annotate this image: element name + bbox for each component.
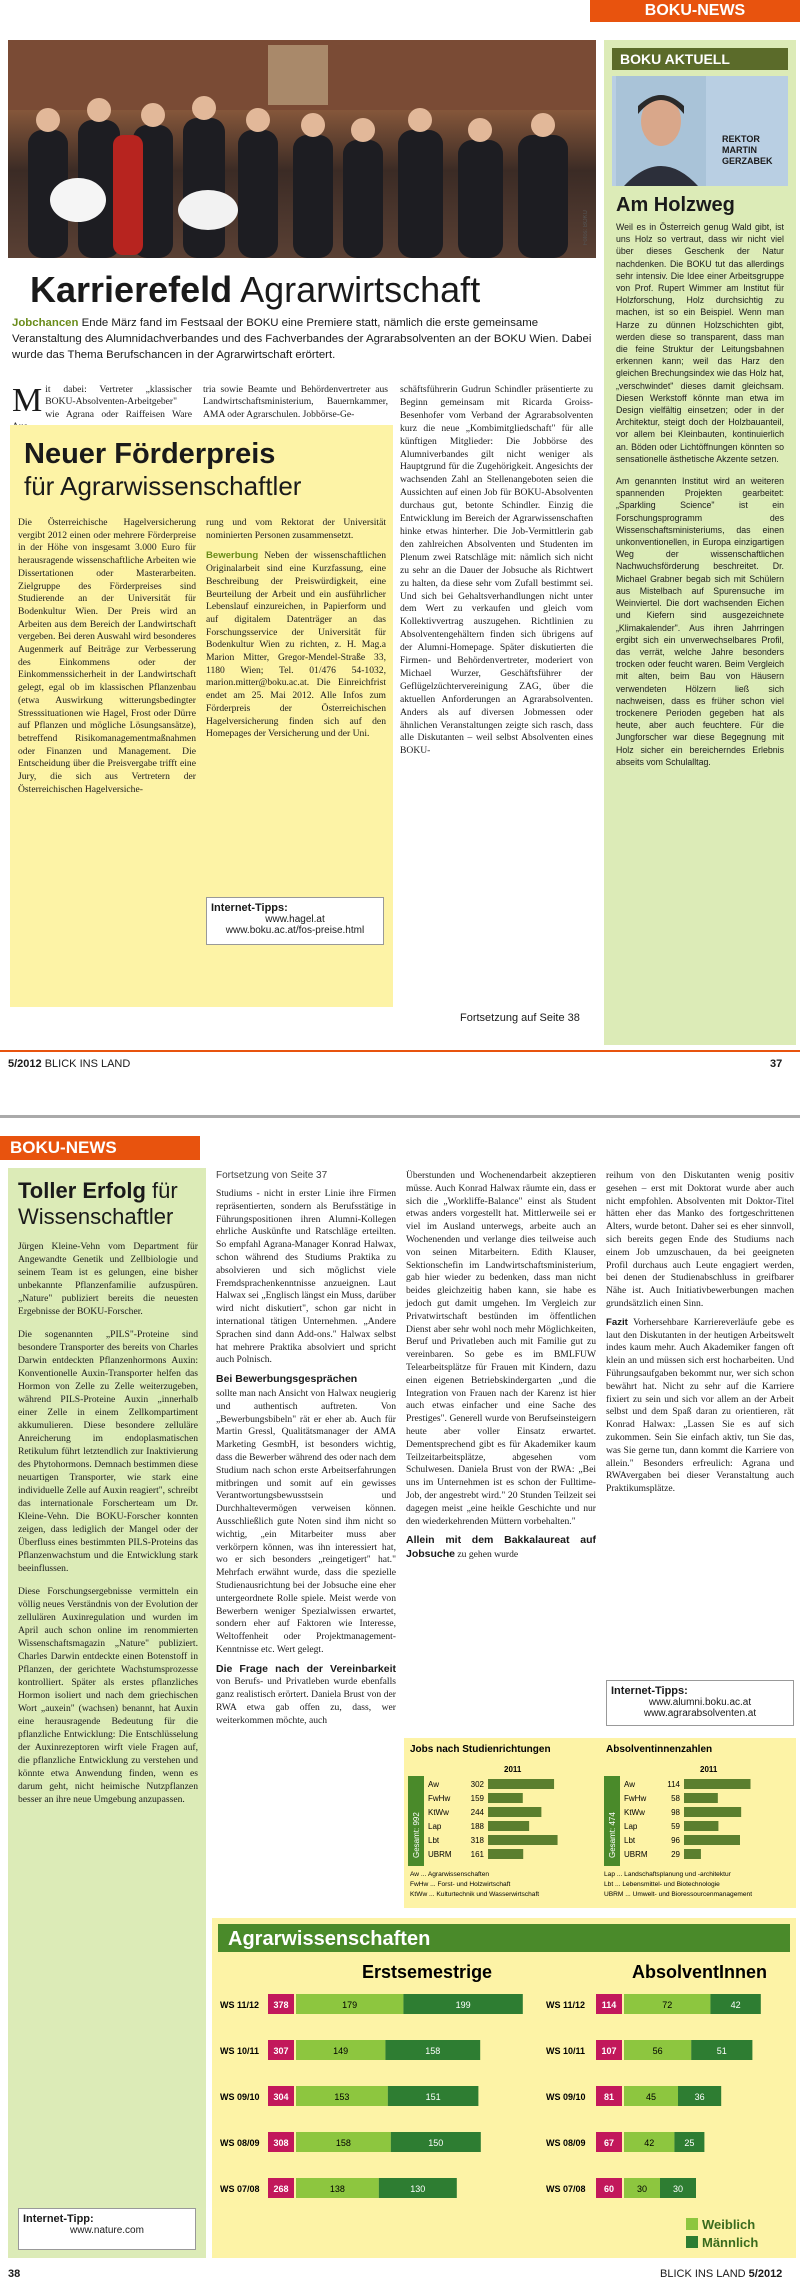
absolv-chart-bar: [684, 1835, 740, 1845]
erst-title: Erstsemestrige: [362, 1962, 493, 1982]
jobs-chart-label: Lap: [428, 1822, 442, 1831]
erfolg-box: [8, 1168, 206, 2258]
erfolg-text: Jürgen Kleine-Vehn vom Department für Angewandte Genetik und Zellbiologie und seinem Team ist es gelungen, eine bisher unbekannte Pflanzenfamilie aufzuspüren. „Nature" publiziert bereits die neuesten Ergebnisse der BOKU-Forscher. Die sogenannten „PILS"-Proteine sind besondere Transporter des bereits von Charles Darwin entdeckten Pflanzenhormons Auxin: Konventionelle Auxin-Transporter helfen das Hormon von Zelle zu Zelle weiterzugeben, während PILS-Proteine Auxin „innerhalb einer Zelle in einem Zellkompartiment akkumulieren. Diese besondere zelluläre Anreicherung im endoplasmatischen Retikulum führt letztendlich zur Inaktivierung des Phytohormons. Demnach bestimmen diese neuartigen Transporter, wie stark eine individuelle Zelle auf Auxin reagiert", schreibt das internationale Forscherteam um Dr. Kleine-Vehn. Die BOKU-Forscher konnten zeigen, dass lediglich der Mangel oder der Überfluss eines bestimmten PILS-Proteins das Pflanzenwachstum und die Entwicklung stark beeinflussen. Diese Forschungsergebnisse vermitteln ein völlig neues Verständnis von der Evolution der zellulären Auxinregulation und wurden im April auch schon online im renommierten Wissenschaftsmagazin „Nature" publiziert. Charles Darwin entdeckte einen Botenstoff in Pflanzen, der gerichtete Wachstumsprozesse kontrolliert. Später als erstes pflanzliches Hormon isoliert und nach dem griechischen Wort „auxein" (wachsen) benannt, hat Auxin eine herausragende Bedeutung für die pflanzliche Entwicklung: Die Entschlüsselung der Auxinrezeptoren wirft viele Fragen auf, die pflanzliche Entwicklung zu verstehen und könnte etwa Anwendung finden, wenn es darum geht, nicht heimische Nutzpflanzen besser an ihre neue Umgebung anzupassen.: [18, 1241, 198, 1805]
colD-tips: Internet-Tipps: www.alumni.boku.ac.at www.agrarabsolventen.at: [606, 1680, 794, 1726]
rector-portrait: [612, 76, 788, 186]
jobs-chart-value: 302: [470, 1780, 484, 1789]
abs-w-value: 56: [652, 2046, 663, 2056]
jobs-chart-bar: [488, 1779, 554, 1789]
absolv-chart-label: Lap: [624, 1822, 638, 1831]
foerder-title2: für Agrarwissenschaftler: [24, 471, 302, 501]
abs-total: 60: [603, 2184, 615, 2194]
legend-m-swatch: [686, 2236, 698, 2248]
absolv-chart-value: 58: [671, 1794, 680, 1803]
erst-m-value: 158: [425, 2046, 441, 2056]
headline: Karrierefeld Agrarwirtschaft: [30, 269, 481, 310]
aktuell-box: [604, 40, 796, 1045]
absolv-chart-bar: [684, 1793, 718, 1803]
colD: reihum von den Diskutanten wenig positiv gesehen – erst mit Doktorat wurde aber auch nicht empfohlen. Absolventen mit Doktor-Titel hätten eher das Manko des fortgeschrittenen Alters, wurde betont. Daher sei es eher sinnvoll, sich bereits gegen Ende des Studiums nach einem Job umzuschauen, da bei geeigneten Profil durchaus auch Leute engagiert werden, bei denen der Studienabschluss in greifbarer Nähe ist. Auch Initiativbewerbungen machen grundsätzlich einen Sinn. Fazit Vorhersehbare Karriereverläufe gebe es laut den Diskutanten in der heutigen Arbeitswelt indes kaum mehr. Auch Akademiker fangen oft klein an und müssen sich erst hocharbeiten. Und Führungsaufgaben bekommt nur, wer sich schon bewährt hat. Nicht zu sehr auf die Karriere fixiert zu sein und sich vor allem an der Arbeit selbst und dem Spaß daran zu orientieren, rät Konrad Halwax: „Lassen Sie es auf sich zukommen. Sein Sie einfach aktiv, tun Sie das, was Sie gerne tun, dann kommt die Karriere von allein." Besonders erfreulich: Agrana und RWAvergaben bei dieser Veranstaltung auch Praktikumsplätze.: [606, 1170, 794, 1495]
jobs-chart-bar: [488, 1821, 529, 1831]
abs-sem-label: WS 09/10: [546, 2092, 586, 2102]
jobs-chart-value: 161: [470, 1850, 484, 1859]
jobs-chart-value: 159: [470, 1794, 484, 1803]
intro-col1: Mit dabei: Vertreter „klassischer BOKU-Absolventen-Arbeitgeber" wie Agrana oder Raiffeisen Ware: [12, 382, 192, 420]
abs-total: 81: [603, 2092, 615, 2102]
tip-link-agrar[interactable]: www.agrarabsolventen.at: [643, 1708, 757, 1719]
abs-total: 107: [601, 2046, 617, 2056]
continued-note: Fortsetzung auf Seite 38: [460, 1012, 580, 1024]
jobs-chart-total-label: Gesamt: 992: [412, 1812, 421, 1858]
absolv-chart-title: Absolventinnenzahlen: [606, 1744, 713, 1755]
absolv-chart-value: 96: [671, 1836, 680, 1845]
tip-link-boku[interactable]: www.boku.ac.at/fos-preise.html: [225, 925, 365, 936]
erfolg-title: Toller Erfolg für Wissenschaftler: [18, 1178, 178, 1229]
aktuell-header: BOKU AKTUELL: [612, 48, 788, 70]
erst-total: 268: [273, 2184, 289, 2194]
jobs-chart-label: Lbt: [428, 1836, 440, 1845]
abs-w-value: 42: [644, 2138, 655, 2148]
jobs-chart-year: 2011: [504, 1765, 522, 1774]
absolv-chart-label: Aw: [624, 1780, 635, 1789]
absolv-chart-value: 59: [671, 1822, 680, 1831]
jobs-chart-label: UBRM: [428, 1850, 452, 1859]
abs-sem-label: WS 07/08: [546, 2184, 586, 2194]
erst-m-value: 199: [455, 2000, 471, 2010]
intro-col2: tria sowie Beamte und Behördenvertreter aus Landwirtschaftsministerium, Bauernkammer, AMA oder Agrarschulen. Jobbörse-Ge-: [203, 384, 388, 420]
chart-panel-agrar: [212, 1918, 796, 2258]
erst-total: 308: [273, 2138, 289, 2148]
absolv-chart-bar: [684, 1849, 701, 1859]
absolv-chart-year: 2011: [700, 1765, 718, 1774]
erst-w-value: 179: [342, 2000, 358, 2010]
agrar-title: Agrarwissenschaften: [228, 1928, 431, 1950]
jobs-chart-value: 244: [470, 1808, 484, 1817]
absolv-chart-value: 29: [671, 1850, 680, 1859]
erst-m-value: 130: [410, 2184, 426, 2194]
aktuell-text: Weil es in Österreich genug Wald gibt, ist uns Holz so vertraut, dass wir nicht viel über dieses Geschenk der Natur nachdenken. Die BOKU tut das allerdings sehr intensiv. Die Idee einer Arbeitsgruppe von Prof. Rupert Wimmer am Institut für Holzforschung, Holz durchsichtig zu machen, ist so ein Beispiel. Wenn man Harze zu dünnen Holzschichten gibt, werden diese so transparent, dass man die feine Struktur der Leitungsbahnen erkennen kann; weil das Harz den gleichen Brechungsindex wie das Holz hat, „verschwindet" dieses damit gleichsam. Diesen Werkstoff könnte man etwa im Design vielfältig einsetzen; oder in der Architektur, steigt doch der Holzbauanteil, vor allem bei Kleinbauten, kontinuierlich an. Böden oder Lichtöffnungen könnten so sensationelle ästhetische Akzente setzen. Am genannten Institut wird an weiteren spannenden Projekten gearbeitet: „Sparkling Science" ist ein Forschungsprogramm des Wissenschaftsministeriums, das einen unkonventionellen, in Europa einzigartigen Weg der wissenschaftlichen Nachwuchsförderung beschreitet. Dr. Michael Grabner begab sich mit Schülern aus Mistelbach auf Spurensuche im Weinviertel. Die dort wachsenden Eichen und Kiefern sind ausgezeichnete „Klimakalender". Aus ihren Jahrringen ergibt sich ein unverwechselbares Profil, das verrät, welche Jahre besonders trocken oder feucht waren. Beim Vergleich mit alten, beim Bau von Häusern verwendeten Hölzern ließ sich nachweisen, dass es früher schon viel trockenere Perioden gegeben hat als heute, aber auch feuchtere. Für die Jungforscher war diese Begegnung mit Holz sicher ein bereicherndes Erlebnis abseits vom Schulalltag.: [616, 222, 784, 767]
jobs-chart-label: FwHw: [428, 1794, 451, 1803]
footer-page-2: 38: [8, 2268, 21, 2280]
tip-link-hagel[interactable]: www.hagel.at: [265, 914, 325, 925]
abs-m-value: 36: [694, 2092, 705, 2102]
colC: Überstunden und Wochenendarbeit akzeptieren müsse. Auch Konrad Halwax räumte ein, dass er sich die „Workliffe-Balance" einst als Student etwas anders vorgestellt hat. Mittlerweile sei er viel im Ausland unterwegs, arbeite auch an Wochenenden und verlange dies teilweise auch von seinen Mitarbeitern. Edith Klauser, Sektionschefin im Landwirtschaftsministerium, gab hier wieder zu bedenken, dass man nicht beides gleichzeitig haben kann, sie habe es jedoch gut damit umgehen. Im Vergleich zur Privatwirtschaft bestünden im öffentlichen Dienst aber sehr wohl noch mehr Möglichkeiten, Beruf und Privatleben auch mit Familie gut zu vereinbaren. So gebe es im BMLFUW Telearbeitsplätze für Frauen mit Kindern, dazu einen eigenen Betriebskindergarten „und die Integration von Frauen nach der Karenz ist hier auch etwas einfacher und eine Sache des Prestiges". Generell wurde von Berufseinsteigern heute aber voller Einsatz erwartet. Dementsprechend gibt es für Akademiker kaum Teilzeitarbeitsplätze, abgesehen vom Schulwesen. Daniela Brust von der RWA: „Bei uns im Unternehmen ist es schon der Fulltime-Job, der angestrebt wird." 20 Stunden Teilzeit sei dagegen meist „eine heikle Geschichte und nur den wiederkehrenden Müttern vorbehalten." Allein mit dem Bakkalaureat auf Jobsuche zu gehen wurde: [406, 1170, 596, 1561]
jobs-chart-bar: [488, 1835, 558, 1845]
abs-total: 114: [601, 2000, 617, 2010]
absolv-chart-label: KtWw: [624, 1808, 645, 1817]
absolv-title: AbsolventInnen: [632, 1962, 768, 1982]
foerder-tips: Internet-Tipps: www.hagel.at www.boku.ac.at/fos-preise.html: [206, 897, 384, 945]
abs-w-value: 45: [645, 2092, 657, 2102]
jobs-chart-value: 188: [470, 1822, 484, 1831]
erst-w-value: 149: [333, 2046, 349, 2056]
top-charts-svg: [404, 1738, 796, 1908]
main-col3: schäftsführerin Gudrun Schindler präsentierte zu Beginn gemeinsam mit Ricarda Groiss-Besenhofer vom Verband der Agrarabsolventen kurz die neue „Kombimitgliedschaft" für alle künftigen Mitglieder: Die Jobbörse des Alumniverbandes gilt nicht weniger als Hauptgrund für die Zugehörigkeit. Angesichts der wachsenden Zahl an Stellenangeboten seien die Aussichten auf einen Job für BOKU-Absolventen durchaus gut, betonte Schindler. Einzig die Entwicklung im Bereich der Agrarwissenschaften hinke etwas hinterher. Die Job-Vermittlerin gab den zahlreichen Absolventen und Studenten im Plenum zwei Ratschläge mit: nämlich sich nicht zu sehr an die Dauer der Jobsuche als Richtwert zu halten, da diese sehr vom Zufall bestimmt sei. Und sich bei Gehaltsverhandlungen nicht unter dem Wert zu verkaufen und gleich vom Kollektivvertrag auszugehen. Richtlinien zu Absolventengehältern finden sich übrigens auf der Alumni-Homepage. Später diskutierten die Firmen- und Behördenvertreter, moderiert von Michael Wurzer, Geschäftsführer der Geflügelzüchtervereinigung ZAG, über die aktuellen Anforderungen an Agrarabsolventen. Anders als auf diversen Jobmessen oder ähnlichen Veranstaltungen zeigte sich rasch, dass alle Diskutanten – weil selbst Absolventen eines BOKU-: [400, 384, 593, 757]
foerder-box: [10, 425, 393, 1007]
chart-legend-left: KtWw ... Kulturtechnik und Wasserwirtschaft: [410, 1891, 540, 1898]
lead: Jobchancen Ende März fand im Festsaal der BOKU eine Premiere statt, nämlich die erste gemeinsame Veranstaltung des Alumnidachverbandes und des Fachverbandes der Agrarabsolventen an der BOKU Wien. Dabei wurde das Thema Berufschancen in der Agrarwirtschaft erörtert.: [12, 317, 592, 361]
erst-sem-label: WS 08/09: [220, 2138, 260, 2148]
chart-legend-right: Lap ... Landschaftsplanung und -architektur: [604, 1871, 731, 1878]
jobs-chart-label: Aw: [428, 1780, 439, 1789]
erst-total: 304: [273, 2092, 289, 2102]
footer-issue-2: BLICK INS LAND 5/2012: [660, 2268, 783, 2280]
absolv-chart-bar: [684, 1821, 718, 1831]
abs-w-value: 72: [662, 2000, 673, 2010]
photo-credit: Fotos: BOKU: [583, 210, 589, 246]
abs-sem-label: WS 08/09: [546, 2138, 586, 2148]
abs-total: 67: [603, 2138, 615, 2148]
chart-panel-top: [404, 1738, 796, 1908]
jobs-chart-label: KtWw: [428, 1808, 449, 1817]
erst-w-value: 153: [334, 2092, 350, 2102]
chart-legend-right: UBRM ... Umwelt- und Bioressourcenmanagement: [604, 1891, 753, 1898]
footer-rule: [0, 1050, 800, 1052]
chart-legend-left: FwHw ... Forst- und Holzwirtschaft: [410, 1881, 511, 1888]
jobs-chart-title: Jobs nach Studienrichtungen: [410, 1744, 551, 1755]
foerder-title1: Neuer Förderpreis: [24, 438, 276, 470]
page-38: [0, 1115, 800, 2287]
abs-m-value: 25: [684, 2138, 695, 2148]
chart-legend-left: Aw ... Agrarwissenschaften: [410, 1871, 490, 1878]
portrait-image: [616, 76, 706, 186]
absolv-chart-value: 114: [667, 1780, 680, 1789]
erst-total: 307: [273, 2046, 289, 2056]
foerder-col1: Die Österreichische Hagelversicherung vergibt 2012 einen oder mehrere Förderpreise in der Höhe von insgesamt 3.000 Euro für herausragende wissenschaftliche Arbeiten wie Dissertationen oder Masterarbeiten. Zielgruppe des Förderpreises sind Studierende an der Universität für Bodenkultur Wien. Der Preis wird an Arbeiten aus dem Bereich der Landwirtschaft vergeben. Bei deren Auswahl wird besonderes Augenmerk auf Beiträge zur Verbesserung des Einkommens oder der Einkommenssicherheit in der Landwirtschaft gelegt, egal ob im klassischen Pflanzenbau (etwa Auswirkung witterungsbedingter Stresssituationen wie Hagel, Frost oder Dürre auf Pflanzen und mögliche Lösungsansätze), betreffend Risikomanagementmaßnahmen oder Finanzen und Management. Die Entscheidung über die Preisvergabe trifft eine Jury, die sich aus Vertretern der Österreichischen Hagelversiche-: [18, 517, 196, 795]
absolv-chart-label: UBRM: [624, 1850, 648, 1859]
absolv-chart-bar: [684, 1779, 751, 1789]
cont-from: Fortsetzung von Seite 37: [216, 1170, 328, 1181]
absolv-chart-label: Lbt: [624, 1836, 636, 1845]
erst-w-value: 138: [329, 2184, 345, 2194]
colB: Studiums - nicht in erster Linie ihre Firmen repräsentierten, sondern als Berufsstätige in Führungspositionen ihren Alumni-Kollegen ehrliche Auskünfte und Ratschläge erteilten. So empfahl Agrana-Manager Konrad Halwax, schon während des Studiums Praktika zu absolvieren und sich möglichst viele Fremdsprachenkenntnisse anzueignen. Laut Halwax sei „Englisch längst ein Muss, darüber wird nicht diskutiert", schon gar nicht in international tätigen Unternehmen. „Andere Sprachen sind dann Add-ons." Halwax selbst hat mehrere Praktika absolviert und spricht auch Polnisch. Bei Bewerbungsgesprächen sollte man nach Ansicht von Halwax neugierig und authentisch auftreten. Von „Bewerbungsbibeln" rät er eher ab. Auch für Martin Gressl, Qualitätsmanager der AMA Marketing GesmbH, ist besonders wichtig, dass die Bewerber während des oder nach dem Studium nach schon erste Arbeitserfahrungen mitbringen und somit auf ein gewisses Verantwortungsbewusstsein und Durchhaltevermögen verweisen können. Ausschließlich gute Noten sind ihm nicht so wichtig, „ein Mitarbeiter muss aber verkörpern können, was ihn interessiert hat, wo er sich besonders „reingetigert" hat." Mehrfach erwähnt wurde, dass die spezielle Studienausrichtung bei der Jobsuche eine eher untergeordnete Rolle spiele. Meist werde von Bewerbern weniger Spezialwissen erwartet, sondern eher auf Faktoren wie Interesse, Weltoffenheit oder Projektmanagement-Kenntnisse etc. Wert gelegt. Die Frage nach der Vereinbarkeit von Berufs- und Privatleben wurde ebenfalls ganz realistisch erörtert. Daniela Brust von der RWA etwa gab offen zu, dass, wer weiterkommen möchte, auch: [216, 1188, 396, 1726]
page-37: [0, 0, 800, 1110]
section-tag-2: BOKU-NEWS: [0, 1136, 200, 1160]
absolv-chart-label: FwHw: [624, 1794, 647, 1803]
absolv-chart-bar: [684, 1807, 741, 1817]
abs-w-value: 30: [636, 2184, 648, 2194]
tip-link-alumni[interactable]: www.alumni.boku.ac.at: [648, 1697, 752, 1708]
erst-total: 378: [273, 2000, 289, 2010]
foerder-col2: rung und vom Rektorat der Universität nominierten Personen zusammensetzt. Bewerbung Neben der wissenschaftlichen Originalarbeit sind eine Kurzfassung, eine Beschreibung der Preiswürdigkeit, eine Beurteilung der Arbeit und ein ausführlicher Lebenslauf einzureichen, in Papierform und auf digitalem Datenträger an das Forschungsservice der Universität für Bodenkultur Wien zu richten, z. H. Mag.a Marion Mitter, Gregor-Mendel-Straße 33, 1180 Wien; Tel. 01/476 54-1032, marion.mitter@boku.ac.at. Die Einreichfrist endet am 25. Mai 2012. Alle Infos zum Förderpreis der Österreichischen Hagelversicherung finden sich auf den Homepages der Versicherung und der Uni.: [206, 517, 386, 740]
erfolg-tips: Internet-Tipp: www.nature.com: [18, 2208, 196, 2250]
erst-w-value: 158: [335, 2138, 351, 2148]
footer-issue: 5/2012 BLICK INS LAND: [8, 1058, 131, 1070]
agrar-chart-svg: [212, 1918, 796, 2258]
erst-sem-label: WS 07/08: [220, 2184, 260, 2194]
abs-m-value: 51: [716, 2046, 727, 2056]
chart-legend-right: Lbt ... Lebensmittel- und Biotechnologie: [604, 1881, 720, 1888]
legend-w-label: Weiblich: [702, 2217, 756, 2232]
aktuell-title: Am Holzweg: [616, 194, 735, 216]
erst-sem-label: WS 09/10: [220, 2092, 260, 2102]
section-tag: BOKU-NEWS: [590, 0, 800, 22]
erst-m-value: 150: [428, 2138, 444, 2148]
erst-sem-label: WS 11/12: [220, 2000, 260, 2010]
jobs-chart-bar: [488, 1793, 523, 1803]
audience-illustration: [8, 40, 596, 258]
abs-m-value: 30: [672, 2184, 684, 2194]
absolv-chart-value: 98: [671, 1808, 680, 1817]
abs-sem-label: WS 11/12: [546, 2000, 586, 2010]
tip-link-nature[interactable]: www.nature.com: [70, 2225, 144, 2236]
legend-m-label: Männlich: [702, 2235, 759, 2250]
portrait-caption: REKTOR MARTIN GERZABEK: [722, 134, 773, 166]
erst-m-value: 151: [425, 2092, 441, 2102]
abs-sem-label: WS 10/11: [546, 2046, 586, 2056]
erst-sem-label: WS 10/11: [220, 2046, 260, 2056]
legend-w-swatch: [686, 2218, 698, 2230]
jobs-chart-bar: [488, 1849, 523, 1859]
footer-page: 37: [770, 1058, 783, 1070]
jobs-chart-bar: [488, 1807, 541, 1817]
event-photo: [8, 40, 596, 258]
abs-m-value: 42: [730, 2000, 741, 2010]
jobs-chart-value: 318: [470, 1836, 484, 1845]
absolv-chart-total-label: Gesamt: 474: [608, 1812, 617, 1858]
